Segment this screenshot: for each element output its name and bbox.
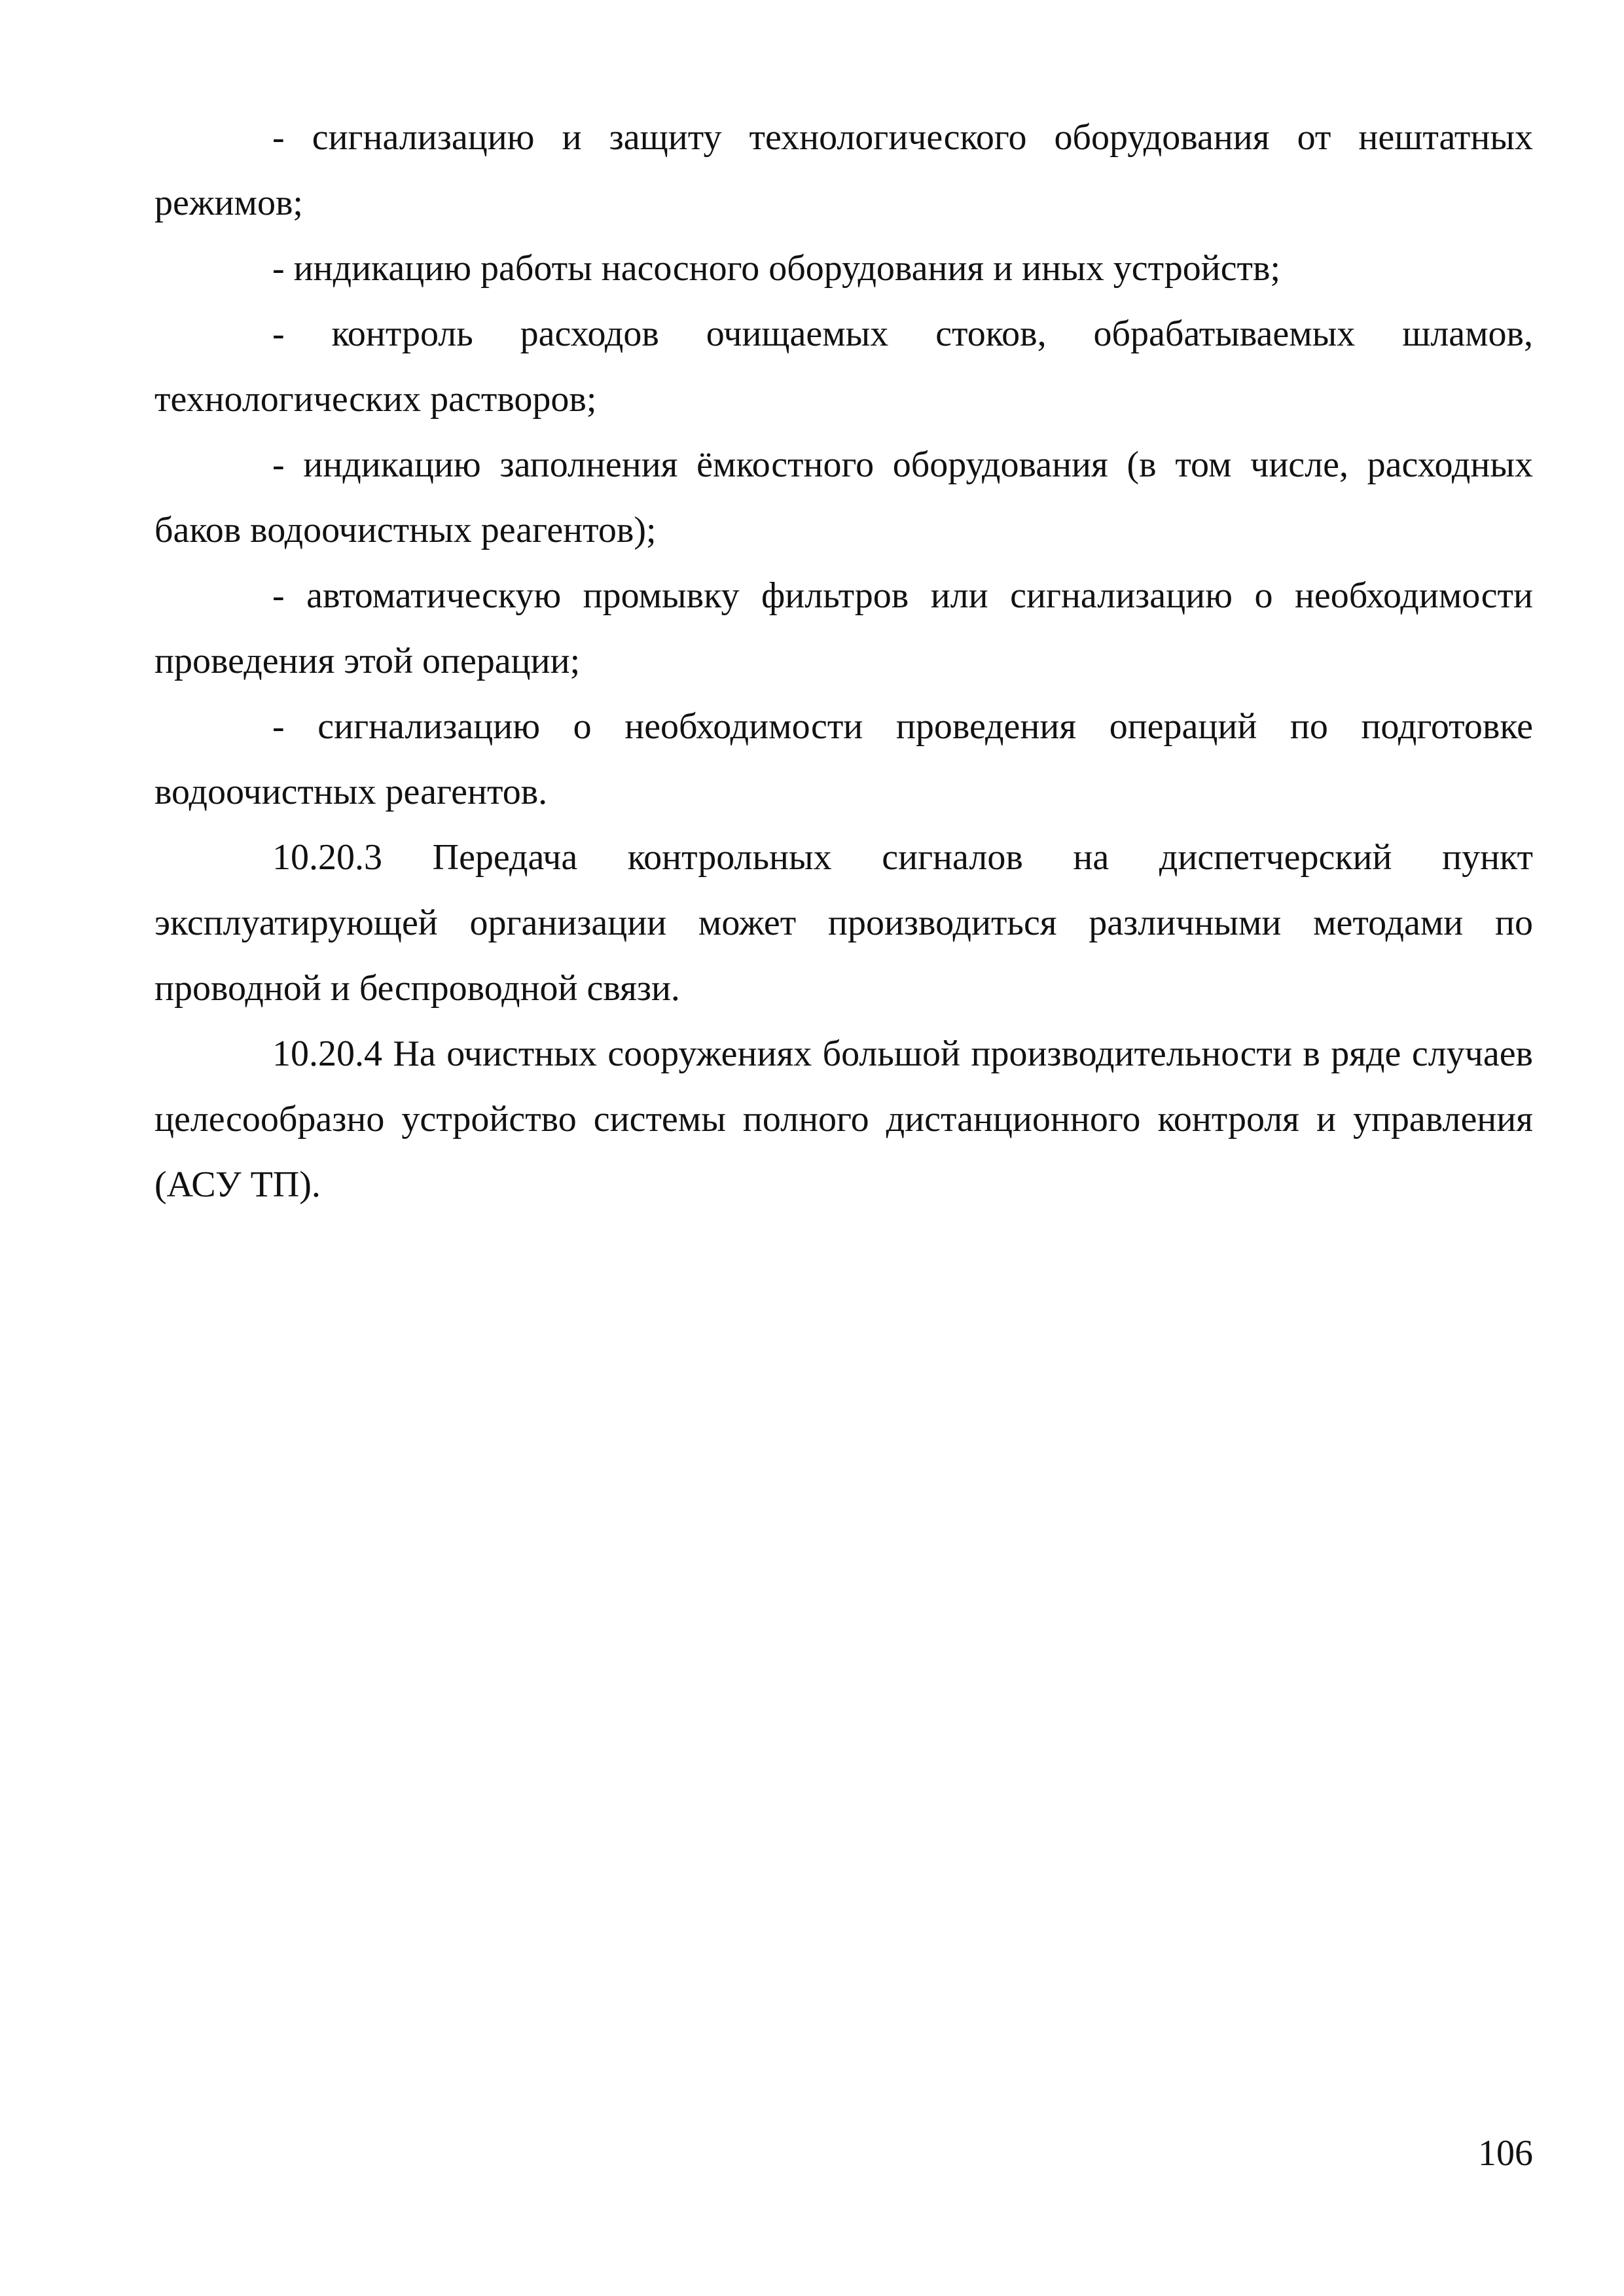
list-item-alarm-protection: - сигнализацию и защиту технологического оборудования от нештатных режимов; [154, 117, 1533, 223]
page-number: 106 [1478, 2133, 1533, 2174]
list-item-filter-flushing: - автоматическую промывку фильтров или сигнализацию о необходимости проведения этой операции; [154, 575, 1533, 681]
list-item-tank-level: - индикацию заполнения ёмкостного оборудования (в том числе, расходных баков водоочистных реагентов); [154, 444, 1533, 550]
list-item-reagent-preparation: - сигнализацию о необходимости проведения операций по подготовке водоочистных реагентов. [154, 706, 1533, 812]
section-10-20-3: 10.20.3 Передача контрольных сигналов на диспетчерский пункт эксплуатирующей организации может производиться различными методами по проводной и беспроводной связи. [154, 837, 1533, 1009]
section-10-20-4: 10.20.4 На очистных сооружениях большой производительности в ряде случаев целесообразно устройство системы полного дистанционного контроля и управления (АСУ ТП). [154, 1033, 1533, 1205]
list-item-pump-indication: - индикацию работы насосного оборудования и иных устройств; [272, 248, 1281, 289]
document-body [154, 105, 1533, 1217]
list-item-flow-control: - контроль расходов очищаемых стоков, обрабатываемых шламов, технологических растворов; [154, 314, 1533, 420]
